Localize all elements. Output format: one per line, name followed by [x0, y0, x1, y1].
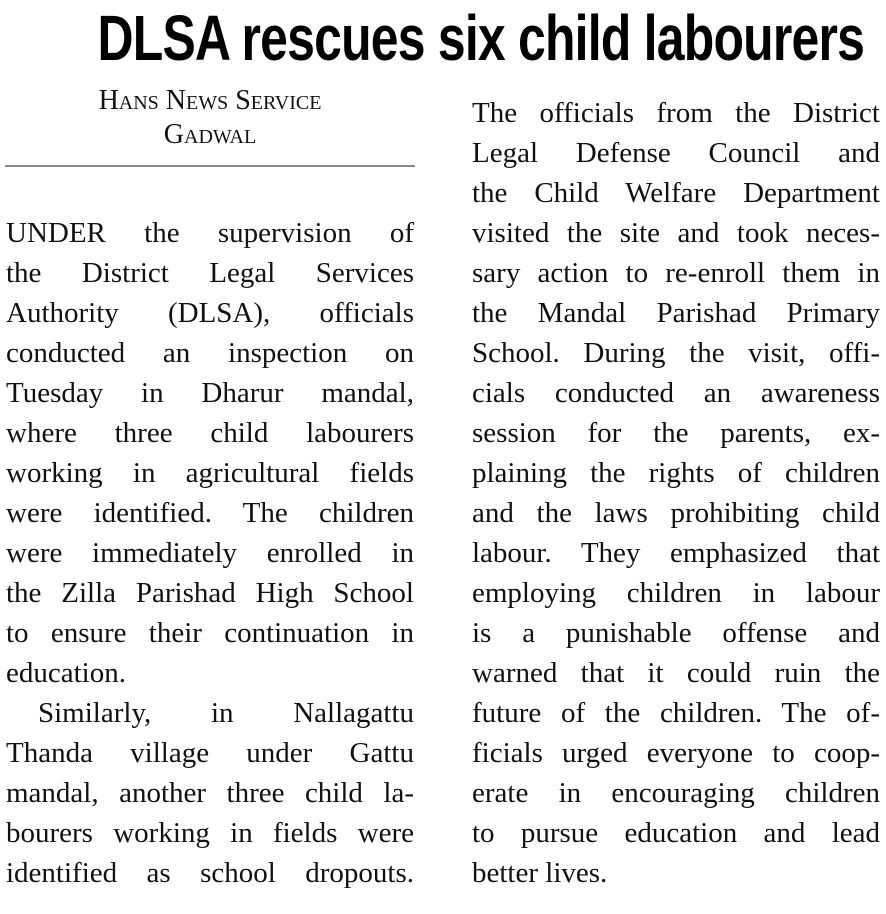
article-text-line: mandal, another three child la- [6, 777, 414, 809]
article-text-line: the Zilla Parishad High School [6, 577, 414, 609]
article-text-line: Similarly, in Nallagattu [38, 697, 414, 729]
article-text-line: labour. They emphasized that [472, 537, 880, 569]
byline-agency: Hans News Service [98, 85, 322, 116]
article-text-line: Tuesday in Dharur mandal, [6, 377, 414, 409]
article-text-line: bourers working in fields were [6, 817, 414, 849]
article-text-line: UNDER the supervision of [6, 217, 414, 249]
article-text-line: The officials from the District [472, 97, 880, 129]
article-text-line: Legal Defense Council and [472, 137, 880, 169]
article-text-line: the Mandal Parishad Primary [472, 297, 880, 329]
byline-location: Gadwal [163, 119, 257, 150]
article-text-line: warned that it could ruin the [472, 657, 880, 689]
article-text-line: future of the children. The of- [472, 697, 880, 729]
article-text-line: employing children in labour [472, 577, 880, 609]
article-column-left [6, 213, 414, 893]
article-text-line: is a punishable offense and [472, 617, 880, 649]
article-text-line: where three child labourers [6, 417, 414, 449]
article-text-line: were identified. The children [6, 497, 414, 529]
article-text-line: to ensure their continuation in [6, 617, 414, 649]
byline [5, 84, 415, 152]
article-text-line: Thanda village under Gattu [6, 737, 414, 769]
article-text-line: identified as school dropouts. [6, 857, 414, 889]
article-text-line: Authority (DLSA), officials [6, 297, 414, 329]
article-text-line: and the laws prohibiting child [472, 497, 880, 529]
article-text-line: the District Legal Services [6, 257, 414, 289]
article-text-line: sary action to re-enroll them in [472, 257, 880, 289]
article-text-line: to pursue education and lead [472, 817, 880, 849]
article-text-line: working in agricultural fields [6, 457, 414, 489]
article-text-line: erate in encouraging children [472, 777, 880, 809]
article-text-line: the Child Welfare Department [472, 177, 880, 209]
article-text-line: School. During the visit, offi- [472, 337, 880, 369]
article-headline: DLSA rescues six child labourers [97, 2, 865, 74]
article-text-line: ficials urged everyone to coop- [472, 737, 880, 769]
article-text-line: were immediately enrolled in [6, 537, 414, 569]
article-text-line: education. [6, 657, 126, 689]
article-column-right [472, 93, 880, 893]
article-text-line: cials conducted an awareness [472, 377, 880, 409]
article-text-line: visited the site and took neces- [472, 217, 880, 249]
article-text-line: better lives. [472, 857, 608, 889]
article-text-line: conducted an inspection on [6, 337, 414, 369]
article-text-line: session for the parents, ex- [472, 417, 880, 449]
article-text-line: plaining the rights of children [472, 457, 880, 489]
byline-divider [5, 165, 415, 167]
